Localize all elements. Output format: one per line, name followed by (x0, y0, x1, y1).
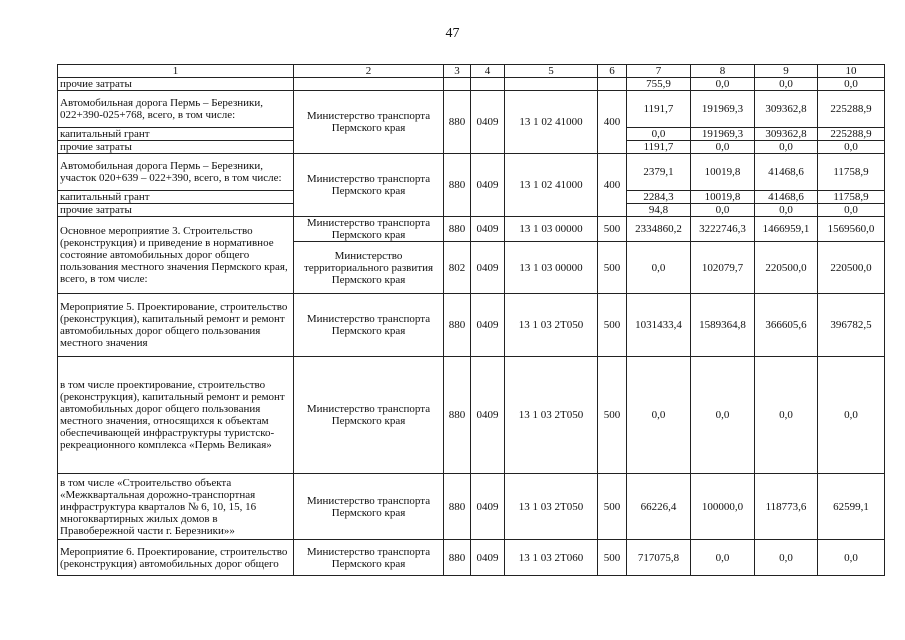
value-cell: 0,0 (691, 540, 755, 576)
column-header: 6 (598, 65, 627, 78)
value-cell: 11758,9 (818, 191, 885, 204)
value-cell: 0,0 (755, 141, 818, 154)
value-cell: 2379,1 (627, 154, 691, 191)
value-cell: 0,0 (818, 78, 885, 91)
value-cell: 220500,0 (818, 242, 885, 294)
value-cell: 309362,8 (755, 128, 818, 141)
value-cell: 1569560,0 (818, 217, 885, 242)
value-cell: 0,0 (691, 357, 755, 474)
value-cell: 2284,3 (627, 191, 691, 204)
value-cell: 0,0 (755, 78, 818, 91)
code-cell: 500 (598, 294, 627, 357)
row-description: в том числе проектирование, строительство (реконструкция), капитальный ремонт и ремонт автомобильных дорог общего пользования местного значения, относящихся к объектам обеспечивающей инфраструктуры туристско-рекреационного комплекса «Пермь Великая» (58, 357, 294, 474)
column-header: 3 (444, 65, 471, 78)
agency-cell: Министерство транспорта Пермского края (294, 154, 444, 217)
row-description: Мероприятие 5. Проектирование, строительство (реконструкция), капитальный ремонт и ремонт автомобильных дорог общего пользования местного значения (58, 294, 294, 357)
code-cell: 0409 (471, 540, 505, 576)
code-cell: 0409 (471, 294, 505, 357)
row-description: капитальный грант (58, 191, 294, 204)
value-cell: 755,9 (627, 78, 691, 91)
agency-cell: Министерство транспорта Пермского края (294, 294, 444, 357)
agency-cell: Министерство транспорта Пермского края (294, 540, 444, 576)
table-row (58, 294, 885, 357)
code-cell: 0409 (471, 474, 505, 540)
code-cell: 0409 (471, 242, 505, 294)
code-cell: 0409 (471, 154, 505, 217)
code-cell: 500 (598, 357, 627, 474)
value-cell: 225288,9 (818, 91, 885, 128)
value-cell: 3222746,3 (691, 217, 755, 242)
value-cell: 0,0 (627, 357, 691, 474)
value-cell: 62599,1 (818, 474, 885, 540)
value-cell: 0,0 (691, 141, 755, 154)
row-description: прочие затраты (58, 141, 294, 154)
code-cell: 13 1 03 2Т060 (505, 540, 598, 576)
value-cell: 0,0 (627, 128, 691, 141)
value-cell: 0,0 (755, 540, 818, 576)
column-header: 8 (691, 65, 755, 78)
code-cell: 500 (598, 217, 627, 242)
agency-cell: Министерство транспорта Пермского края (294, 217, 444, 242)
value-cell: 717075,8 (627, 540, 691, 576)
value-cell: 1589364,8 (691, 294, 755, 357)
value-cell: 10019,8 (691, 191, 755, 204)
budget-table (57, 64, 885, 576)
row-description: Мероприятие 6. Проектирование, строительство (реконструкция) автомобильных дорог общего (58, 540, 294, 576)
code-cell: 500 (598, 474, 627, 540)
value-cell: 1466959,1 (755, 217, 818, 242)
value-cell: 0,0 (691, 78, 755, 91)
value-cell: 309362,8 (755, 91, 818, 128)
table-row (58, 474, 885, 540)
code-cell: 13 1 03 00000 (505, 217, 598, 242)
column-header: 2 (294, 65, 444, 78)
value-cell: 2334860,2 (627, 217, 691, 242)
value-cell: 10019,8 (691, 154, 755, 191)
value-cell: 41468,6 (755, 154, 818, 191)
table-row (58, 91, 885, 128)
code-cell: 0409 (471, 91, 505, 154)
value-cell: 396782,5 (818, 294, 885, 357)
code-cell: 400 (598, 154, 627, 217)
value-cell: 0,0 (818, 357, 885, 474)
code-cell: 400 (598, 91, 627, 154)
value-cell: 0,0 (691, 204, 755, 217)
code-cell: 500 (598, 540, 627, 576)
code-cell: 500 (598, 242, 627, 294)
code-cell: 880 (444, 91, 471, 154)
value-cell: 0,0 (755, 357, 818, 474)
value-cell: 225288,9 (818, 128, 885, 141)
value-cell: 366605,6 (755, 294, 818, 357)
value-cell: 66226,4 (627, 474, 691, 540)
value-cell: 0,0 (818, 204, 885, 217)
value-cell: 0,0 (627, 242, 691, 294)
code-cell: 13 1 03 2Т050 (505, 474, 598, 540)
value-cell: 100000,0 (691, 474, 755, 540)
page-number: 47 (445, 26, 460, 41)
code-cell: 13 1 02 41000 (505, 154, 598, 217)
row-description: Автомобильная дорога Пермь – Березники, участок 020+639 – 022+390, всего, в том числе: (58, 154, 294, 191)
value-cell: 11758,9 (818, 154, 885, 191)
code-cell: 13 1 03 2Т050 (505, 357, 598, 474)
agency-cell: Министерство транспорта Пермского края (294, 91, 444, 154)
value-cell: 0,0 (818, 540, 885, 576)
value-cell: 102079,7 (691, 242, 755, 294)
code-cell: 802 (444, 242, 471, 294)
code-cell: 13 1 02 41000 (505, 91, 598, 154)
table-row (58, 217, 885, 242)
value-cell: 1031433,4 (627, 294, 691, 357)
code-cell: 13 1 03 00000 (505, 242, 598, 294)
row-description: прочие затраты (58, 204, 294, 217)
value-cell: 41468,6 (755, 191, 818, 204)
code-cell: 880 (444, 294, 471, 357)
table-row (58, 540, 885, 576)
table-row (58, 357, 885, 474)
table-row (58, 78, 885, 91)
code-cell: 0409 (471, 217, 505, 242)
row-description: капитальный грант (58, 128, 294, 141)
value-cell: 191969,3 (691, 91, 755, 128)
column-header-row (58, 65, 885, 78)
value-cell: 0,0 (755, 204, 818, 217)
value-cell: 220500,0 (755, 242, 818, 294)
code-cell: 0409 (471, 357, 505, 474)
row-description: прочие затраты (58, 78, 294, 91)
agency-cell: Министерство территориального развития Пермского края (294, 242, 444, 294)
column-header: 7 (627, 65, 691, 78)
value-cell: 1191,7 (627, 141, 691, 154)
value-cell: 191969,3 (691, 128, 755, 141)
column-header: 4 (471, 65, 505, 78)
value-cell: 0,0 (818, 141, 885, 154)
value-cell: 94,8 (627, 204, 691, 217)
agency-cell: Министерство транспорта Пермского края (294, 474, 444, 540)
code-cell: 880 (444, 357, 471, 474)
table-row (58, 154, 885, 191)
column-header: 10 (818, 65, 885, 78)
row-description: в том числе «Строительство объекта «Межквартальная дорожно-транспортная инфраструктура кварталов № 6, 10, 15, 16 многоквартирных жилых домов в Правобережной части г. Березники»» (58, 474, 294, 540)
value-cell: 1191,7 (627, 91, 691, 128)
column-header: 5 (505, 65, 598, 78)
code-cell: 880 (444, 154, 471, 217)
row-description: Основное мероприятие 3. Строительство (реконструкция) и приведение в нормативное состояние автомобильных дорог общего пользования местного значения Пермского края, всего, в том числе: (58, 217, 294, 294)
code-cell: 880 (444, 474, 471, 540)
value-cell: 118773,6 (755, 474, 818, 540)
column-header: 1 (58, 65, 294, 78)
row-description: Автомобильная дорога Пермь – Березники, 022+390-025+768, всего, в том числе: (58, 91, 294, 128)
agency-cell: Министерство транспорта Пермского края (294, 357, 444, 474)
code-cell: 880 (444, 217, 471, 242)
code-cell: 880 (444, 540, 471, 576)
column-header: 9 (755, 65, 818, 78)
code-cell: 13 1 03 2Т050 (505, 294, 598, 357)
